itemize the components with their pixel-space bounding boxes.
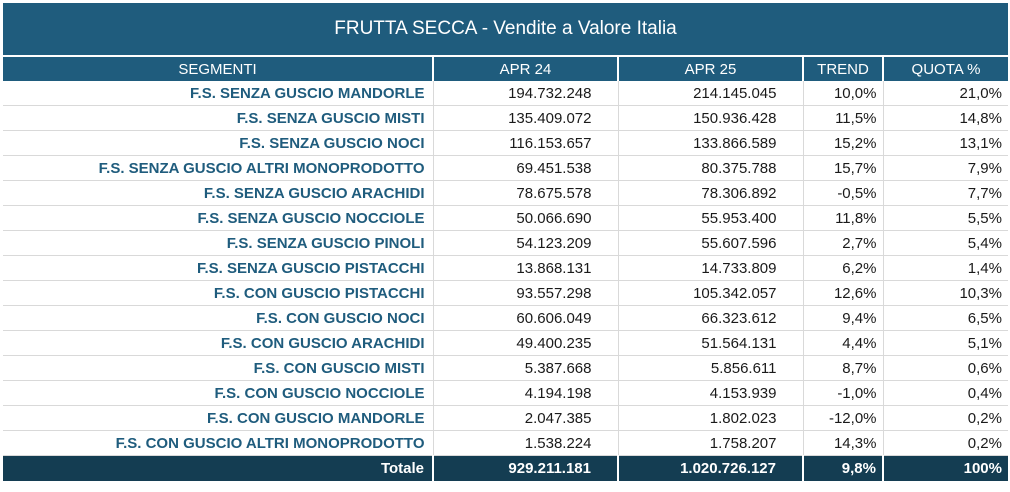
total-apr25: 1.020.726.127 <box>618 456 803 482</box>
segment-cell: F.S. SENZA GUSCIO PINOLI <box>3 231 433 256</box>
apr25-cell: 1.802.023 <box>618 406 803 431</box>
apr24-cell: 54.123.209 <box>433 231 618 256</box>
segment-cell: F.S. SENZA GUSCIO ARACHIDI <box>3 181 433 206</box>
table-row <box>3 381 1008 406</box>
quota-cell: 13,1% <box>883 131 1008 156</box>
quota-cell: 5,4% <box>883 231 1008 256</box>
segment-cell: F.S. CON GUSCIO ARACHIDI <box>3 331 433 356</box>
apr24-cell: 69.451.538 <box>433 156 618 181</box>
column-header-apr24: APR 24 <box>433 57 618 81</box>
table-row <box>3 356 1008 381</box>
total-label: Totale <box>3 456 433 482</box>
quota-cell: 0,4% <box>883 381 1008 406</box>
apr24-cell: 135.409.072 <box>433 106 618 131</box>
apr25-cell: 1.758.207 <box>618 431 803 456</box>
quota-cell: 0,6% <box>883 356 1008 381</box>
apr24-cell: 1.538.224 <box>433 431 618 456</box>
apr25-cell: 66.323.612 <box>618 306 803 331</box>
trend-cell: 10,0% <box>803 81 883 106</box>
apr25-cell: 51.564.131 <box>618 331 803 356</box>
trend-cell: 2,7% <box>803 231 883 256</box>
table-row <box>3 131 1008 156</box>
table-row <box>3 331 1008 356</box>
table-title: FRUTTA SECCA - Vendite a Valore Italia <box>3 3 1008 57</box>
header-row <box>3 57 1008 81</box>
table-row <box>3 181 1008 206</box>
apr24-cell: 4.194.198 <box>433 381 618 406</box>
segment-cell: F.S. CON GUSCIO PISTACCHI <box>3 281 433 306</box>
table-row <box>3 206 1008 231</box>
apr25-cell: 4.153.939 <box>618 381 803 406</box>
segment-cell: F.S. SENZA GUSCIO MISTI <box>3 106 433 131</box>
column-header-trend: TREND <box>803 57 883 81</box>
apr24-cell: 194.732.248 <box>433 81 618 106</box>
quota-cell: 5,1% <box>883 331 1008 356</box>
sales-table-container <box>3 3 1008 481</box>
trend-cell: 8,7% <box>803 356 883 381</box>
apr24-cell: 2.047.385 <box>433 406 618 431</box>
trend-cell: 12,6% <box>803 281 883 306</box>
segment-cell: F.S. CON GUSCIO ALTRI MONOPRODOTTO <box>3 431 433 456</box>
quota-cell: 6,5% <box>883 306 1008 331</box>
segment-cell: F.S. SENZA GUSCIO NOCCIOLE <box>3 206 433 231</box>
quota-cell: 7,9% <box>883 156 1008 181</box>
apr24-cell: 13.868.131 <box>433 256 618 281</box>
table-row <box>3 156 1008 181</box>
trend-cell: 9,4% <box>803 306 883 331</box>
apr25-cell: 105.342.057 <box>618 281 803 306</box>
table-row <box>3 306 1008 331</box>
segment-cell: F.S. CON GUSCIO NOCI <box>3 306 433 331</box>
apr24-cell: 78.675.578 <box>433 181 618 206</box>
apr25-cell: 214.145.045 <box>618 81 803 106</box>
table-row <box>3 81 1008 106</box>
apr25-cell: 133.866.589 <box>618 131 803 156</box>
table-row <box>3 431 1008 456</box>
segment-cell: F.S. CON GUSCIO NOCCIOLE <box>3 381 433 406</box>
quota-cell: 0,2% <box>883 431 1008 456</box>
table-row <box>3 231 1008 256</box>
trend-cell: 11,8% <box>803 206 883 231</box>
column-header-quota: QUOTA % <box>883 57 1008 81</box>
apr24-cell: 116.153.657 <box>433 131 618 156</box>
column-header-apr25: APR 25 <box>618 57 803 81</box>
table-row <box>3 256 1008 281</box>
trend-cell: 15,7% <box>803 156 883 181</box>
apr24-cell: 93.557.298 <box>433 281 618 306</box>
trend-cell: 4,4% <box>803 331 883 356</box>
total-quota: 100% <box>883 456 1008 482</box>
table-row <box>3 281 1008 306</box>
table-row <box>3 106 1008 131</box>
apr24-cell: 5.387.668 <box>433 356 618 381</box>
total-apr24: 929.211.181 <box>433 456 618 482</box>
quota-cell: 1,4% <box>883 256 1008 281</box>
apr25-cell: 14.733.809 <box>618 256 803 281</box>
sales-table <box>3 57 1008 481</box>
apr25-cell: 150.936.428 <box>618 106 803 131</box>
segment-cell: F.S. SENZA GUSCIO MANDORLE <box>3 81 433 106</box>
apr24-cell: 50.066.690 <box>433 206 618 231</box>
apr24-cell: 60.606.049 <box>433 306 618 331</box>
table-row <box>3 406 1008 431</box>
segment-cell: F.S. CON GUSCIO MISTI <box>3 356 433 381</box>
column-header-segmenti: SEGMENTI <box>3 57 433 81</box>
total-trend: 9,8% <box>803 456 883 482</box>
segment-cell: F.S. SENZA GUSCIO NOCI <box>3 131 433 156</box>
trend-cell: 15,2% <box>803 131 883 156</box>
trend-cell: 11,5% <box>803 106 883 131</box>
apr24-cell: 49.400.235 <box>433 331 618 356</box>
segment-cell: F.S. CON GUSCIO MANDORLE <box>3 406 433 431</box>
trend-cell: -12,0% <box>803 406 883 431</box>
quota-cell: 7,7% <box>883 181 1008 206</box>
table-body <box>3 81 1008 456</box>
quota-cell: 14,8% <box>883 106 1008 131</box>
apr25-cell: 5.856.611 <box>618 356 803 381</box>
apr25-cell: 55.607.596 <box>618 231 803 256</box>
apr25-cell: 78.306.892 <box>618 181 803 206</box>
apr25-cell: 55.953.400 <box>618 206 803 231</box>
trend-cell: -1,0% <box>803 381 883 406</box>
apr25-cell: 80.375.788 <box>618 156 803 181</box>
quota-cell: 0,2% <box>883 406 1008 431</box>
trend-cell: -0,5% <box>803 181 883 206</box>
quota-cell: 5,5% <box>883 206 1008 231</box>
quota-cell: 10,3% <box>883 281 1008 306</box>
trend-cell: 6,2% <box>803 256 883 281</box>
total-row <box>3 456 1008 482</box>
quota-cell: 21,0% <box>883 81 1008 106</box>
segment-cell: F.S. SENZA GUSCIO ALTRI MONOPRODOTTO <box>3 156 433 181</box>
trend-cell: 14,3% <box>803 431 883 456</box>
segment-cell: F.S. SENZA GUSCIO PISTACCHI <box>3 256 433 281</box>
